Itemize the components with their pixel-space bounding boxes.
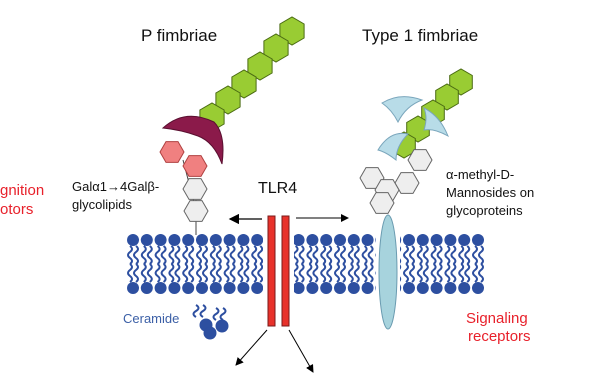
lipid-tail [335, 264, 339, 282]
sugar-residue [184, 201, 208, 222]
lipid-tail [244, 246, 248, 264]
ceramide-label: Ceramide [123, 311, 180, 326]
lipid-tail [156, 246, 160, 264]
lipid-tail [369, 264, 373, 282]
lipid-tail [189, 246, 193, 264]
lipid-tail [189, 264, 193, 282]
lipid-head-lower [168, 282, 180, 294]
lipid-tail [169, 246, 173, 264]
lipid-head-upper [155, 234, 167, 246]
signal-arrow-left [236, 330, 267, 365]
lipid-tail [128, 246, 132, 264]
lipid-tail [418, 264, 422, 282]
lipid-tail [307, 246, 311, 264]
lipid-head-upper [444, 234, 456, 246]
lipid-tail [327, 264, 331, 282]
signaling-label-line1: Signaling [466, 310, 528, 327]
lipid-head-lower [320, 282, 332, 294]
lipid-head-upper [320, 234, 332, 246]
lipid-tail [162, 246, 166, 264]
lipid-tail [148, 246, 152, 264]
lipid-tail [479, 246, 483, 264]
lipid-head-upper [237, 234, 249, 246]
lipid-tail [175, 264, 179, 282]
lipid-head-upper [334, 234, 346, 246]
lipid-tail [307, 264, 311, 282]
lipid-tail [244, 264, 248, 282]
lipid-tail [313, 264, 317, 282]
lipid-head-lower [155, 282, 167, 294]
lipid-head-lower [348, 282, 360, 294]
lipid-tail [128, 264, 132, 282]
p-sugar-residues [160, 142, 208, 222]
gal-glycolipid-label-line2: glycolipids [72, 197, 132, 212]
lipid-head-lower [431, 282, 443, 294]
lipid-tail [211, 264, 215, 282]
lipid-tail [335, 246, 339, 264]
lipid-tail [162, 264, 166, 282]
lipid-tail [175, 246, 179, 264]
lipid-tail [432, 264, 436, 282]
mannoside-label-line2: Mannosides on [446, 185, 535, 200]
lipid-head-lower [237, 282, 249, 294]
lipid-head-upper [251, 234, 263, 246]
lipid-tail [369, 246, 373, 264]
lipid-tail [300, 246, 304, 264]
lipid-tail [459, 264, 463, 282]
lipid-head-upper [196, 234, 208, 246]
lipid-tail [432, 246, 436, 264]
lipid-tail [294, 246, 298, 264]
lipid-tail [252, 264, 256, 282]
sugar-residue [183, 179, 207, 200]
lipid-tail [197, 246, 201, 264]
lipid-head-upper [362, 234, 374, 246]
lipid-tail [404, 264, 408, 282]
gal-sugar-1 [160, 142, 184, 163]
type1-fimbriae-title: Type 1 fimbriae [362, 26, 479, 45]
signal-arrow-right [289, 330, 313, 372]
lipid-tail [294, 264, 298, 282]
lipid-tail [225, 246, 229, 264]
lipid-tail [410, 264, 414, 282]
lipid-tail [451, 264, 455, 282]
lipid-head-lower [417, 282, 429, 294]
lipid-head-upper [431, 234, 443, 246]
lipid-head-upper [210, 234, 222, 246]
lipid-head-lower [182, 282, 194, 294]
lipid-tail [203, 264, 207, 282]
lipid-head-lower [403, 282, 415, 294]
lipid-head-lower [141, 282, 153, 294]
lipid-tail [473, 264, 477, 282]
lipid-head-lower [458, 282, 470, 294]
lipid-head-lower [306, 282, 318, 294]
lipid-head-lower [472, 282, 484, 294]
lipid-tail [197, 264, 201, 282]
mannoside-label-line3: glycoproteins [446, 203, 523, 218]
lipid-head-upper [472, 234, 484, 246]
lipid-tail [363, 246, 367, 264]
p-fimbriae-title: P fimbriae [141, 26, 218, 45]
lipid-tail [156, 264, 160, 282]
lipid-tail [134, 246, 138, 264]
lipid-tail [438, 264, 442, 282]
lipid-tail [418, 246, 422, 264]
lipid-tail [148, 264, 152, 282]
lipid-head-upper [417, 234, 429, 246]
lipid-tail [225, 264, 229, 282]
lipid-tail [349, 246, 353, 264]
lipid-head-upper [403, 234, 415, 246]
lipid-tail [300, 264, 304, 282]
lipid-head-lower [196, 282, 208, 294]
lipid-tail [424, 264, 428, 282]
lipid-tail [355, 246, 359, 264]
lipid-head-upper [127, 234, 139, 246]
lipid-tail [231, 246, 235, 264]
lipid-head-upper [168, 234, 180, 246]
lipid-tail [142, 264, 146, 282]
lipid-head-lower [293, 282, 305, 294]
glycoprotein-receptor [379, 215, 397, 329]
lipid-tail [169, 264, 173, 282]
lipid-tail [438, 246, 442, 264]
lipid-head-upper [293, 234, 305, 246]
lipid-head-lower [362, 282, 374, 294]
lipid-tail [203, 246, 207, 264]
lipid-head-lower [444, 282, 456, 294]
lipid-head-upper [224, 234, 236, 246]
lipid-tail [211, 246, 215, 264]
lipid-tail [445, 264, 449, 282]
lipid-head-upper [306, 234, 318, 246]
lipid-tail [183, 264, 187, 282]
lipid-tail [321, 246, 325, 264]
lipid-tail [327, 246, 331, 264]
lipid-head-upper [182, 234, 194, 246]
lipid-tail [258, 264, 262, 282]
lipid-tail [410, 246, 414, 264]
lipid-tail [459, 246, 463, 264]
lipid-tail [479, 264, 483, 282]
lipid-tail [404, 246, 408, 264]
signaling-label-line2: receptors [468, 328, 531, 345]
lipid-tail [445, 246, 449, 264]
lipid-head-upper [141, 234, 153, 246]
lipid-head-lower [251, 282, 263, 294]
lipid-head-upper [458, 234, 470, 246]
lipid-tail [313, 246, 317, 264]
lipid-tail [183, 246, 187, 264]
lipid-head-lower [127, 282, 139, 294]
lipid-tail [252, 246, 256, 264]
lipid-tail [355, 264, 359, 282]
ceramide-lipid [194, 305, 229, 339]
gal-glycolipid-label-line1: Galα1→4Galβ- [72, 179, 160, 194]
recognition-label-line2: otors [0, 201, 34, 218]
lipid-tail [217, 246, 221, 264]
lipid-tail [363, 264, 367, 282]
lipid-tail [258, 246, 262, 264]
lipid-tail [341, 246, 345, 264]
tlr4-label: TLR4 [258, 180, 298, 197]
lipid-tail [465, 264, 469, 282]
mannoside-label-line1: α-methyl-D- [446, 167, 515, 182]
lipid-tail [134, 264, 138, 282]
lipid-tail [142, 246, 146, 264]
lipid-tail [217, 264, 221, 282]
lipid-tail [424, 246, 428, 264]
lipid-tail [473, 246, 477, 264]
lipid-bilayer [127, 230, 484, 296]
lipid-tail [451, 246, 455, 264]
lipid-tail [465, 246, 469, 264]
recognition-label-line1: gnition [0, 182, 45, 199]
lipid-tail [349, 264, 353, 282]
lipid-tail [341, 264, 345, 282]
lipid-tail [321, 264, 325, 282]
lipid-tail [231, 264, 235, 282]
lipid-tail [238, 246, 242, 264]
lipid-head-lower [334, 282, 346, 294]
lipid-tail [238, 264, 242, 282]
lipid-head-lower [224, 282, 236, 294]
lipid-head-upper [348, 234, 360, 246]
lipid-head-lower [210, 282, 222, 294]
